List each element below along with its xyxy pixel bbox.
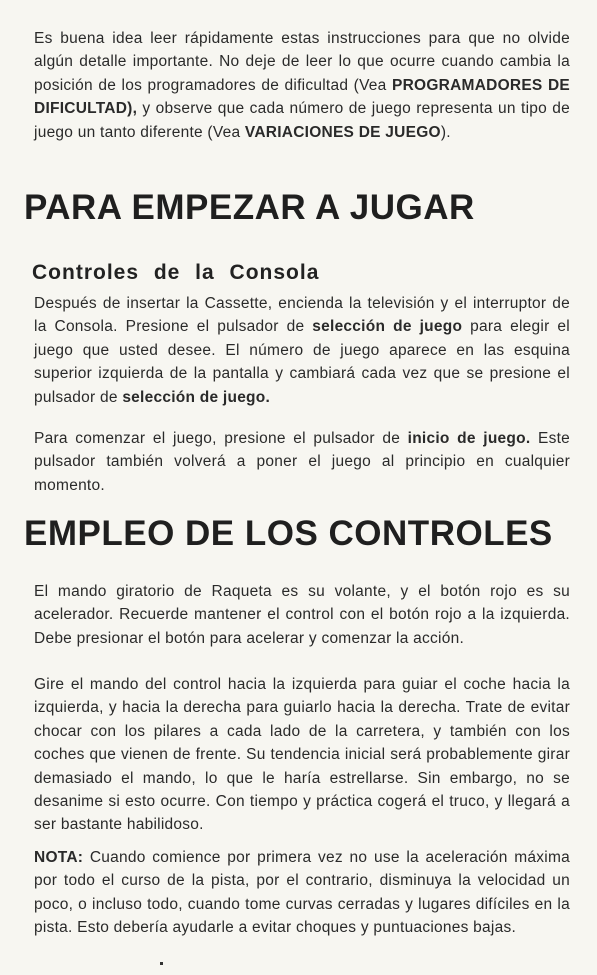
page-mark xyxy=(160,962,163,965)
intro-text-3: ). xyxy=(440,123,451,141)
console-paragraph-2 xyxy=(34,427,570,497)
subheading-console-controls: Controles de la Consola xyxy=(32,261,320,284)
note-paragraph xyxy=(34,846,570,940)
heading-using-controls: EMPLEO DE LOS CONTROLES xyxy=(24,514,553,553)
console-p2-bold: inicio de juego. xyxy=(407,430,531,447)
note-text: Cuando comience por primera vez no use la aceleración máxima por todo el curso de la pista, por el contrario, disminuya la velocidad un poco, o incluso todo, cuando tome curvas cerradas y lugares difíciles en la pista. Esto debería ayudarle a evitar choques y puntuaciones bajas. xyxy=(34,849,570,937)
heading-start-playing: PARA EMPEZAR A JUGAR xyxy=(24,188,475,227)
console-p1-bold-1: selección de juego xyxy=(312,318,463,336)
console-paragraph-1 xyxy=(34,292,570,409)
intro-ref-difficulty: PROGRAMADORES DE DIFICULTAD), xyxy=(34,76,570,118)
console-p1-bold-2: selección de juego. xyxy=(122,388,271,406)
intro-paragraph xyxy=(34,27,570,144)
controls-paragraph-2: Gire el mando del control hacia la izquierda para guiar el coche hacia la izquierda, y hacia la derecha para guiarlo hacia la derecha. Trate de evitar chocar con los pilares a cada lado de la carretera, y también con los coches que vienen de frente. Su tendencia inicial será probablemente girar demasiado el mando, lo que le haría estrellarse. Sin embargo, no se desanime si esto ocurre. Con tiempo y práctica cogerá el truco, y llegará a ser bastante habilidoso. xyxy=(34,676,570,834)
note-label: NOTA: xyxy=(34,849,84,866)
intro-text-1: Es buena idea leer rápidamente estas instrucciones para que no olvide algún detalle importante. No deje de leer lo que ocurre cuando cambia la posición de los programadores de dificultad (Vea xyxy=(34,30,570,94)
console-p1-text-1: Después de insertar la Cassette, encienda la televisión y el interruptor de la Consola. Presione el pulsador de xyxy=(34,295,570,336)
console-p2-text-1: Para comenzar el juego, presione el pulsador de xyxy=(34,430,408,447)
console-p1-text-2: para elegir el juego que usted desee. El número de juego aparece en las esquina superior izquierda de la pantalla y cambiará cada vez que se presione el pulsador de xyxy=(34,318,570,406)
console-p2-text-2: Este pulsador también volverá a poner el juego al principio en cualquier momento. xyxy=(34,430,570,494)
controls-paragraph-1: El mando giratorio de Raqueta es su volante, y el botón rojo es su acelerador. Recuerde mantener el control con el botón rojo a la izquierda. Debe presionar el botón para acelerar y comenzar la acción. xyxy=(34,583,570,647)
intro-ref-variations: VARIACIONES DE JUEGO xyxy=(244,123,441,141)
intro-text-2: y observe que cada número de juego representa un tipo de juego un tanto diferente (Vea xyxy=(34,100,570,141)
